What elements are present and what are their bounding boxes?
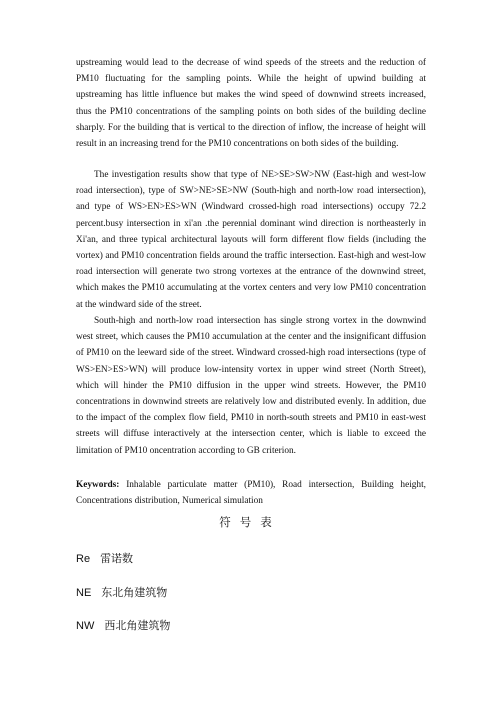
body-paragraph-3 bbox=[76, 313, 426, 459]
keywords-label: Keywords: bbox=[76, 480, 120, 490]
symbol-meaning: 雷诺数 bbox=[100, 553, 134, 565]
symbol-row bbox=[76, 617, 170, 633]
symbols-table-title: 符号表 bbox=[219, 517, 281, 529]
body-paragraph-1 bbox=[76, 55, 426, 152]
paragraph-text: The investigation results show that type of NE>SE>SW>NW (East-high and west-low road intersection), type of SW>NE>SE>NW (South-high and north-low road intersection), and type of WS>EN>ES>WN (Windward crossed-high road intersections) occupy 72.2 percent.busy intersection in xi'an .the perennial dominant wind direction is northeasterly in Xi'an, and three typical architectural layouts will form different flow fields (including the vortex) and PM10 concentration fields around the traffic intersection. East-high and west-low road intersection will generate two strong vortexes at the entrance of the downwind street, which makes the PM10 accumulating at the vortex centers and very low PM10 concentration at the windward side of the street. bbox=[76, 170, 426, 310]
symbol-abbreviation: NW bbox=[76, 620, 95, 632]
keywords-text: Inhalable particulate matter (PM10), Road intersection, Building height, Concentrations distribution, Numerical simulation bbox=[76, 480, 426, 507]
symbol-row bbox=[76, 584, 167, 600]
paragraph-text: South-high and north-low road intersection has single strong vortex in the downwind west street, which causes the PM10 accumulation at the center and the insignificant diffusion of PM10 on the leeward side of the street. Windward crossed-high road intersections (type of WS>EN>ES>WN) will produce low-intensity vortex in upper wind street (North Street), which will hinder the PM10 diffusion in the upper wind streets. However, the PM10 concentrations in downwind streets are relatively low and distributed evenly. In addition, due to the impact of the complex flow field, PM10 in north-south streets and PM10 in east-west streets will diffuse interactively at the intersection center, which is liable to exceed the limitation of PM10 oncentration according to GB criterion. bbox=[76, 316, 426, 456]
symbol-row bbox=[76, 550, 133, 566]
symbol-abbreviation: NE bbox=[76, 587, 92, 599]
symbol-meaning: 东北角建筑物 bbox=[101, 587, 168, 599]
body-paragraph-2 bbox=[76, 167, 426, 313]
keywords-section bbox=[76, 477, 426, 509]
symbol-abbreviation: Re bbox=[76, 553, 91, 565]
symbol-meaning: 西北角建筑物 bbox=[104, 620, 171, 632]
paragraph-text: upstreaming would lead to the decrease of wind speeds of the streets and the reduction of PM10 fluctuating for the sampling points. While the height of upwind building at upstreaming has little influence but makes the wind speed of downwind streets increased, thus the PM10 concentrations of the sampling points on both sides of the building decline sharply. For the building that is vertical to the direction of inflow, the increase of height will result in an increasing trend for the PM10 concentrations on both sides of the building. bbox=[76, 58, 426, 150]
